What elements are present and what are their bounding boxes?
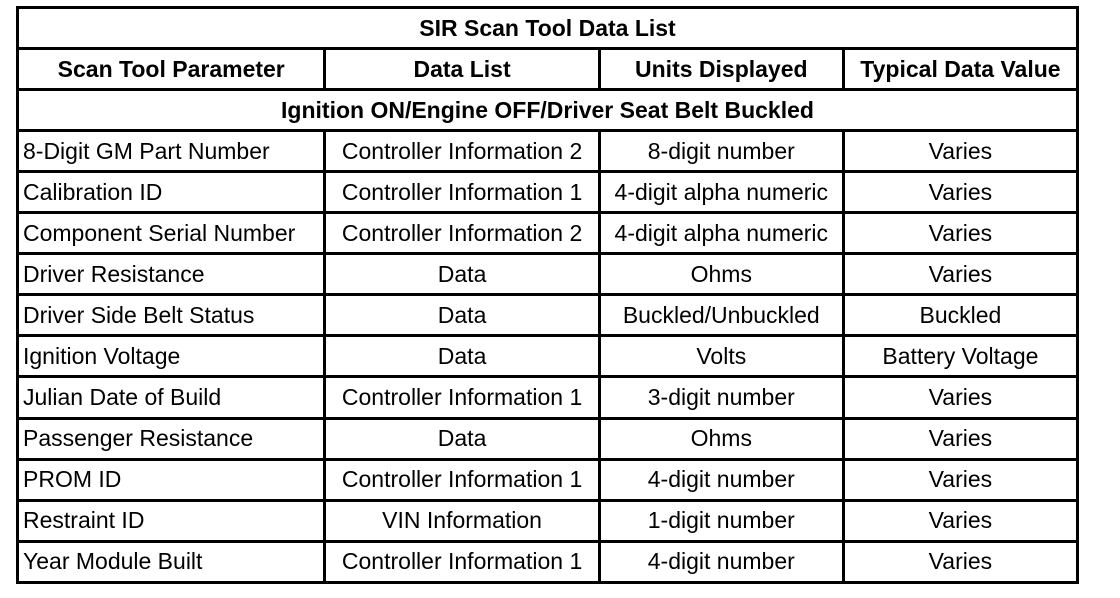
table-row xyxy=(18,418,1078,459)
cell-data-list: VIN Information xyxy=(325,500,599,541)
cell-data-list: Data xyxy=(325,295,599,336)
table-body xyxy=(18,131,1078,583)
cell-typical-value: Varies xyxy=(843,418,1077,459)
table-row xyxy=(18,377,1078,418)
cell-units: 3-digit number xyxy=(599,377,843,418)
cell-units: Volts xyxy=(599,336,843,377)
cell-data-list: Data xyxy=(325,254,599,295)
cell-typical-value: Varies xyxy=(843,459,1077,500)
cell-parameter: Year Module Built xyxy=(18,541,325,582)
cell-data-list: Controller Information 1 xyxy=(325,172,599,213)
table-row xyxy=(18,500,1078,541)
header-units-displayed: Units Displayed xyxy=(599,49,843,90)
table-row xyxy=(18,295,1078,336)
cell-data-list: Controller Information 2 xyxy=(325,131,599,172)
cell-typical-value: Buckled xyxy=(843,295,1077,336)
table-row xyxy=(18,254,1078,295)
cell-typical-value: Varies xyxy=(843,131,1077,172)
cell-parameter: Component Serial Number xyxy=(18,213,325,254)
cell-typical-value: Varies xyxy=(843,172,1077,213)
table-row xyxy=(18,336,1078,377)
table-row xyxy=(18,541,1078,582)
header-data-list: Data List xyxy=(325,49,599,90)
cell-parameter: Restraint ID xyxy=(18,500,325,541)
table-row xyxy=(18,172,1078,213)
header-typical-data-value: Typical Data Value xyxy=(843,49,1077,90)
cell-data-list: Controller Information 1 xyxy=(325,377,599,418)
cell-parameter: Ignition Voltage xyxy=(18,336,325,377)
cell-typical-value: Varies xyxy=(843,541,1077,582)
cell-units: 4-digit number xyxy=(599,541,843,582)
table-row xyxy=(18,459,1078,500)
cell-data-list: Controller Information 2 xyxy=(325,213,599,254)
cell-units: 4-digit number xyxy=(599,459,843,500)
cell-units: Ohms xyxy=(599,418,843,459)
cell-data-list: Data xyxy=(325,418,599,459)
cell-typical-value: Battery Voltage xyxy=(843,336,1077,377)
cell-typical-value: Varies xyxy=(843,254,1077,295)
sir-data-table xyxy=(16,6,1079,584)
cell-units: 8-digit number xyxy=(599,131,843,172)
title-row xyxy=(18,8,1078,49)
cell-units: 4-digit alpha numeric xyxy=(599,172,843,213)
header-scan-tool-parameter: Scan Tool Parameter xyxy=(18,49,325,90)
condition-row xyxy=(18,90,1078,131)
cell-parameter: Julian Date of Build xyxy=(18,377,325,418)
table-row xyxy=(18,213,1078,254)
cell-typical-value: Varies xyxy=(843,377,1077,418)
cell-data-list: Data xyxy=(325,336,599,377)
cell-parameter: Calibration ID xyxy=(18,172,325,213)
cell-typical-value: Varies xyxy=(843,213,1077,254)
table-title: SIR Scan Tool Data List xyxy=(18,8,1078,49)
cell-units: Buckled/Unbuckled xyxy=(599,295,843,336)
cell-data-list: Controller Information 1 xyxy=(325,459,599,500)
cell-parameter: 8-Digit GM Part Number xyxy=(18,131,325,172)
cell-units: 1-digit number xyxy=(599,500,843,541)
condition-label: Ignition ON/Engine OFF/Driver Seat Belt Buckled xyxy=(18,90,1078,131)
cell-data-list: Controller Information 1 xyxy=(325,541,599,582)
cell-parameter: Driver Side Belt Status xyxy=(18,295,325,336)
table-row xyxy=(18,131,1078,172)
header-row xyxy=(18,49,1078,90)
cell-typical-value: Varies xyxy=(843,500,1077,541)
cell-units: 4-digit alpha numeric xyxy=(599,213,843,254)
cell-parameter: Driver Resistance xyxy=(18,254,325,295)
cell-parameter: PROM ID xyxy=(18,459,325,500)
cell-parameter: Passenger Resistance xyxy=(18,418,325,459)
cell-units: Ohms xyxy=(599,254,843,295)
